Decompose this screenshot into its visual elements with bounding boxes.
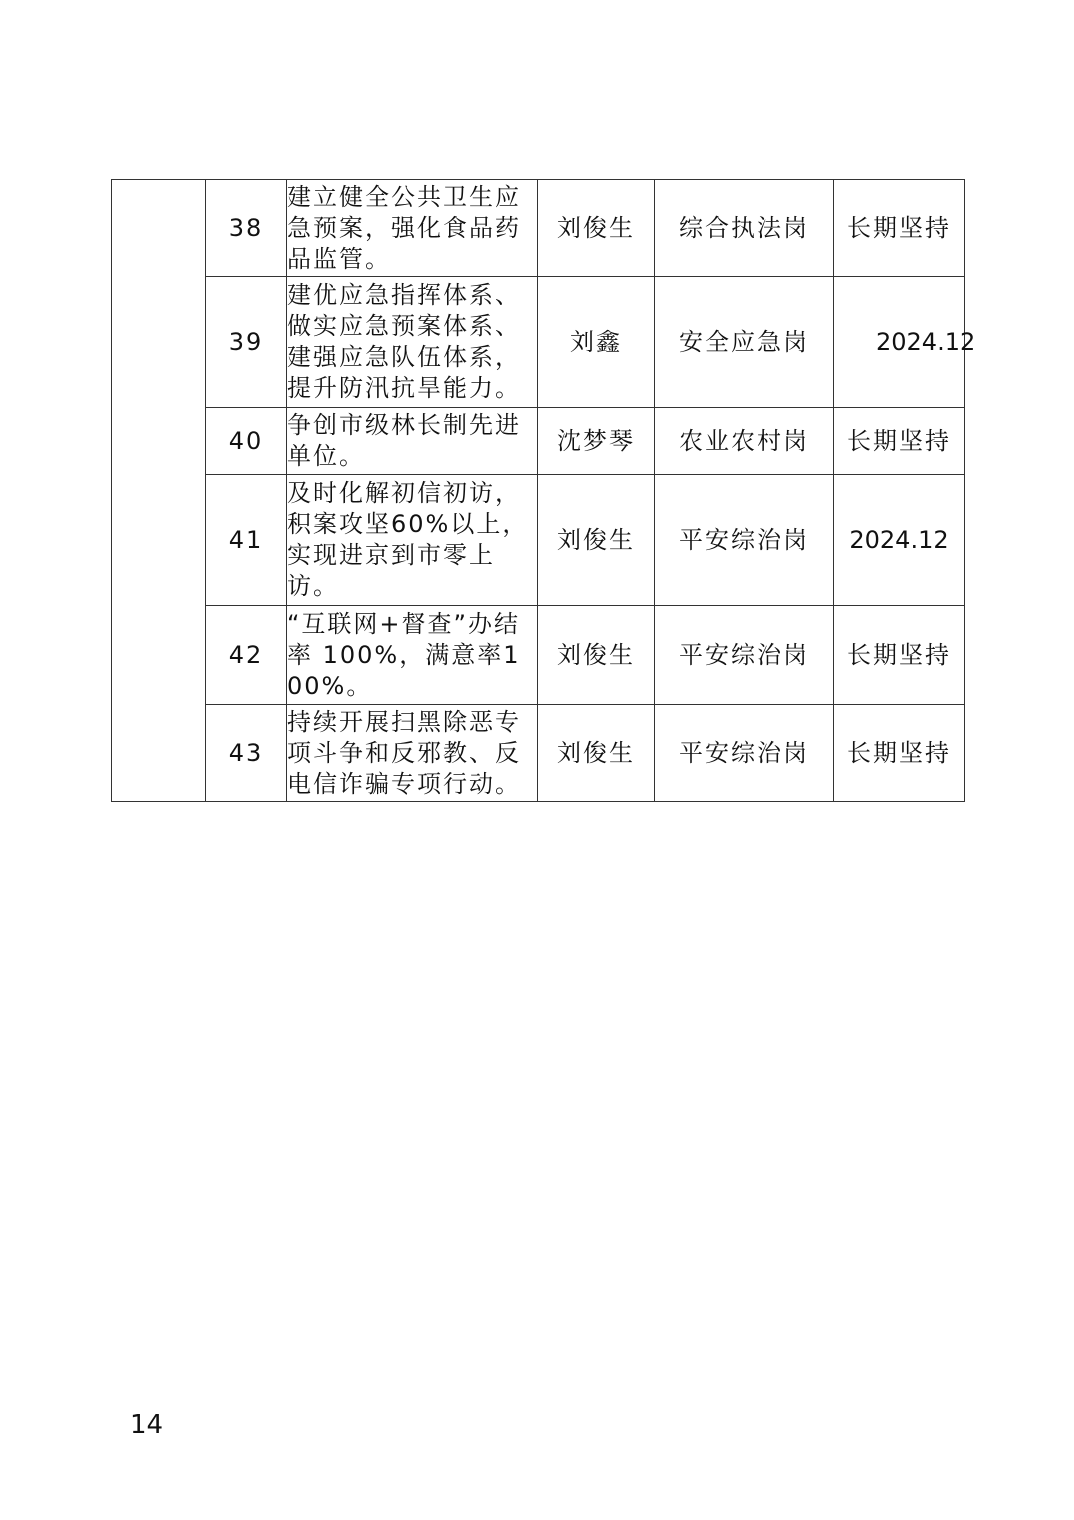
task-table <box>111 179 976 802</box>
task-description: 持续开展扫黑除恶专项斗争和反邪教、反电信诈骗专项行动。 <box>287 705 538 802</box>
task-description: “互联网+督查”办结率 100%，满意率100%。 <box>287 606 538 705</box>
responsible-post: 平安综治岗 <box>655 705 834 802</box>
deadline: 2024.12 <box>834 475 965 606</box>
task-description: 及时化解初信初访，积案攻坚60%以上，实现进京到市零上访。 <box>287 475 538 606</box>
responsible-person: 沈梦琴 <box>538 408 655 475</box>
responsible-person: 刘鑫 <box>538 277 655 408</box>
row-number: 40 <box>206 408 287 475</box>
responsible-post: 农业农村岗 <box>655 408 834 475</box>
responsible-post: 平安综治岗 <box>655 475 834 606</box>
responsible-person: 刘俊生 <box>538 475 655 606</box>
table-row <box>112 408 965 475</box>
responsible-person: 刘俊生 <box>538 180 655 277</box>
category-cell <box>112 180 206 802</box>
responsible-post: 平安综治岗 <box>655 606 834 705</box>
table-row <box>112 606 965 705</box>
table-row <box>112 705 965 802</box>
task-description: 建优应急指挥体系、做实应急预案体系、建强应急队伍体系，提升防汛抗旱能力。 <box>287 277 538 408</box>
responsible-post: 综合执法岗 <box>655 180 834 277</box>
row-number: 43 <box>206 705 287 802</box>
task-description: 争创市级林长制先进单位。 <box>287 408 538 475</box>
deadline: 2024.12 <box>834 277 965 408</box>
table-row <box>112 180 965 277</box>
row-number: 38 <box>206 180 287 277</box>
table-row <box>112 475 965 606</box>
deadline: 长期坚持 <box>834 180 965 277</box>
responsible-person: 刘俊生 <box>538 606 655 705</box>
deadline: 长期坚持 <box>834 408 965 475</box>
row-number: 39 <box>206 277 287 408</box>
responsible-post: 安全应急岗 <box>655 277 834 408</box>
row-number: 42 <box>206 606 287 705</box>
page-number: 14 <box>130 1410 164 1440</box>
deadline: 长期坚持 <box>834 705 965 802</box>
table-row <box>112 277 965 408</box>
deadline: 长期坚持 <box>834 606 965 705</box>
responsible-person: 刘俊生 <box>538 705 655 802</box>
row-number: 41 <box>206 475 287 606</box>
task-description: 建立健全公共卫生应急预案，强化食品药品监管。 <box>287 180 538 277</box>
